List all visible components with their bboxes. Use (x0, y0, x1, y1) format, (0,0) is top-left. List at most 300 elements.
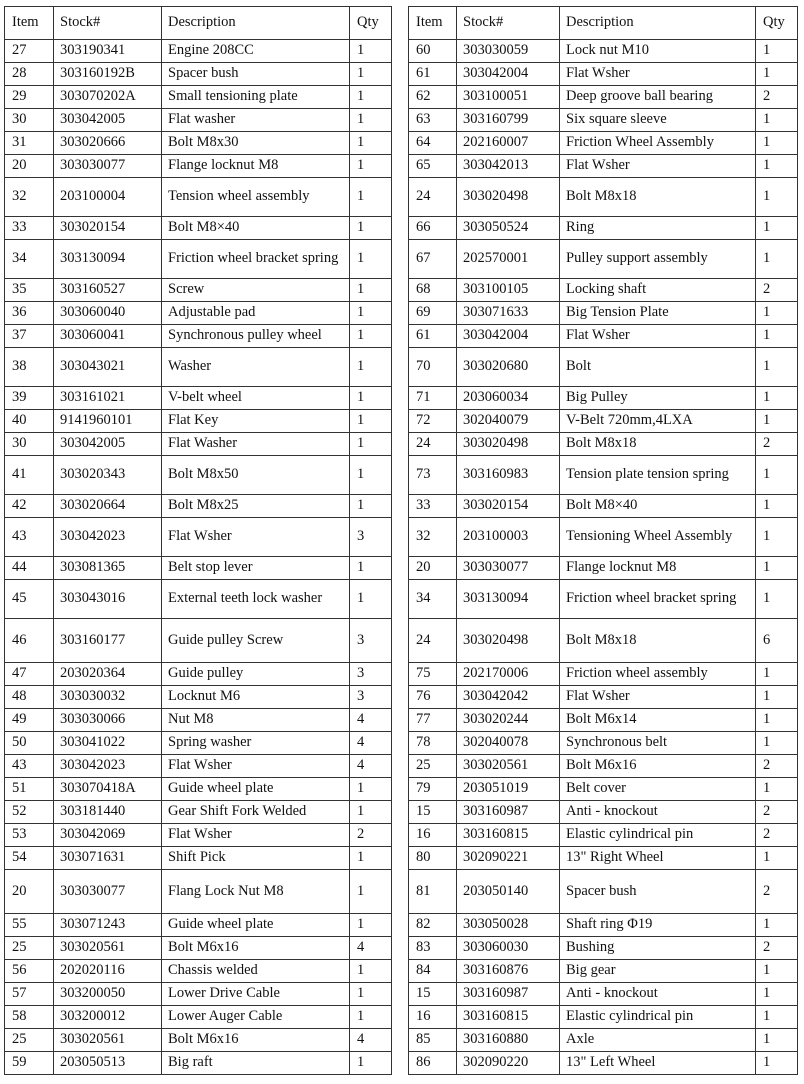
item-cell: 55 (5, 914, 54, 937)
table-row (5, 1029, 392, 1052)
qty-cell: 1 (350, 983, 392, 1006)
table-row (409, 686, 798, 709)
description-cell: Flat Wsher (560, 686, 756, 709)
item-cell: 45 (5, 580, 54, 619)
description-cell: Deep groove ball bearing (560, 86, 756, 109)
item-cell: 35 (5, 279, 54, 302)
item-cell: 71 (409, 387, 457, 410)
table-row (409, 387, 798, 410)
item-cell: 83 (409, 937, 457, 960)
description-cell: Tension plate tension spring (560, 456, 756, 495)
stock-cell: 303100051 (457, 86, 560, 109)
item-cell: 53 (5, 824, 54, 847)
header-item: Item (409, 7, 457, 40)
stock-cell: 303130094 (54, 240, 162, 279)
stock-cell: 302090220 (457, 1052, 560, 1075)
qty-cell: 1 (350, 240, 392, 279)
table-row (5, 279, 392, 302)
item-cell: 82 (409, 914, 457, 937)
qty-cell: 2 (756, 755, 798, 778)
table-row (5, 155, 392, 178)
table-row (409, 847, 798, 870)
description-cell: 13" Left Wheel (560, 1052, 756, 1075)
qty-cell: 1 (350, 348, 392, 387)
table-row (5, 240, 392, 279)
table-row (5, 86, 392, 109)
item-cell: 15 (409, 983, 457, 1006)
item-cell: 37 (5, 325, 54, 348)
stock-cell: 303030077 (54, 870, 162, 914)
qty-cell: 4 (350, 755, 392, 778)
stock-cell: 303071633 (457, 302, 560, 325)
stock-cell: 303042013 (457, 155, 560, 178)
item-cell: 66 (409, 217, 457, 240)
description-cell: Bolt M6x16 (560, 755, 756, 778)
description-cell: Big gear (560, 960, 756, 983)
qty-cell: 1 (756, 109, 798, 132)
item-cell: 20 (5, 155, 54, 178)
item-cell: 47 (5, 663, 54, 686)
item-cell: 56 (5, 960, 54, 983)
table-row (5, 325, 392, 348)
description-cell: Flange locknut M8 (560, 557, 756, 580)
table-row (5, 960, 392, 983)
table-row (409, 217, 798, 240)
table-row (5, 937, 392, 960)
description-cell: Flat Wsher (560, 325, 756, 348)
table-row (5, 580, 392, 619)
description-cell: 13" Right Wheel (560, 847, 756, 870)
table-row (409, 801, 798, 824)
qty-cell: 1 (350, 325, 392, 348)
table-row (409, 279, 798, 302)
item-cell: 80 (409, 847, 457, 870)
stock-cell: 303130094 (457, 580, 560, 619)
table-row (409, 63, 798, 86)
qty-cell: 1 (350, 1006, 392, 1029)
qty-cell: 3 (350, 518, 392, 557)
stock-cell: 202160007 (457, 132, 560, 155)
item-cell: 64 (409, 132, 457, 155)
header-description: Description (162, 7, 350, 40)
qty-cell: 1 (756, 495, 798, 518)
stock-cell: 303181440 (54, 801, 162, 824)
stock-cell: 303043021 (54, 348, 162, 387)
description-cell: Lower Auger Cable (162, 1006, 350, 1029)
table-row (409, 755, 798, 778)
qty-cell: 1 (756, 348, 798, 387)
stock-cell: 203100003 (457, 518, 560, 557)
qty-cell: 1 (350, 63, 392, 86)
stock-cell: 202570001 (457, 240, 560, 279)
qty-cell: 1 (350, 495, 392, 518)
stock-cell: 303160192B (54, 63, 162, 86)
item-cell: 25 (409, 755, 457, 778)
table-row (5, 518, 392, 557)
item-cell: 81 (409, 870, 457, 914)
qty-cell: 2 (756, 824, 798, 847)
item-cell: 85 (409, 1029, 457, 1052)
table-row (5, 63, 392, 86)
qty-cell: 1 (350, 40, 392, 63)
stock-cell: 303042042 (457, 686, 560, 709)
stock-cell: 303060041 (54, 325, 162, 348)
item-cell: 43 (5, 518, 54, 557)
qty-cell: 1 (350, 557, 392, 580)
stock-cell: 302040078 (457, 732, 560, 755)
table-row (409, 1029, 798, 1052)
description-cell: Locking shaft (560, 279, 756, 302)
qty-cell: 4 (350, 937, 392, 960)
item-cell: 57 (5, 983, 54, 1006)
stock-cell: 203050513 (54, 1052, 162, 1075)
item-cell: 52 (5, 801, 54, 824)
qty-cell: 2 (756, 937, 798, 960)
stock-cell: 303020666 (54, 132, 162, 155)
table-row (409, 456, 798, 495)
qty-cell: 1 (756, 217, 798, 240)
description-cell: Tension wheel assembly (162, 178, 350, 217)
description-cell: Engine 208CC (162, 40, 350, 63)
table-row (409, 109, 798, 132)
description-cell: Spring washer (162, 732, 350, 755)
qty-cell: 1 (756, 778, 798, 801)
qty-cell: 1 (350, 778, 392, 801)
qty-cell: 1 (350, 801, 392, 824)
stock-cell: 303030059 (457, 40, 560, 63)
table-row (409, 914, 798, 937)
description-cell: Anti - knockout (560, 801, 756, 824)
qty-cell: 1 (756, 686, 798, 709)
qty-cell: 1 (756, 410, 798, 433)
qty-cell: 1 (756, 914, 798, 937)
qty-cell: 1 (756, 456, 798, 495)
table-row (409, 302, 798, 325)
qty-cell: 3 (350, 619, 392, 663)
description-cell: Flat Washer (162, 433, 350, 456)
description-cell: Flat Key (162, 410, 350, 433)
stock-cell: 303020561 (54, 937, 162, 960)
table-row (409, 983, 798, 1006)
qty-cell: 1 (756, 557, 798, 580)
table-row (5, 619, 392, 663)
item-cell: 16 (409, 1006, 457, 1029)
qty-cell: 1 (350, 847, 392, 870)
qty-cell: 1 (756, 732, 798, 755)
table-row (5, 109, 392, 132)
stock-cell: 303030032 (54, 686, 162, 709)
description-cell: Friction wheel assembly (560, 663, 756, 686)
description-cell: Bolt M8×40 (560, 495, 756, 518)
description-cell: Big Pulley (560, 387, 756, 410)
table-row (5, 1006, 392, 1029)
stock-cell: 303081365 (54, 557, 162, 580)
table-row (409, 870, 798, 914)
table-row (5, 663, 392, 686)
description-cell: Friction wheel bracket spring (162, 240, 350, 279)
stock-cell: 303020343 (54, 456, 162, 495)
table-header-row (5, 7, 392, 40)
item-cell: 31 (5, 132, 54, 155)
table-row (409, 778, 798, 801)
table-row (409, 709, 798, 732)
description-cell: Shaft ring Φ19 (560, 914, 756, 937)
qty-cell: 1 (756, 847, 798, 870)
description-cell: Gear Shift Fork Welded (162, 801, 350, 824)
header-stock: Stock# (54, 7, 162, 40)
description-cell: Six square sleeve (560, 109, 756, 132)
item-cell: 61 (409, 325, 457, 348)
stock-cell: 203100004 (54, 178, 162, 217)
item-cell: 33 (5, 217, 54, 240)
description-cell: Flat washer (162, 109, 350, 132)
stock-cell: 303042005 (54, 433, 162, 456)
stock-cell: 303071631 (54, 847, 162, 870)
table-row (5, 433, 392, 456)
item-cell: 59 (5, 1052, 54, 1075)
stock-cell: 303160880 (457, 1029, 560, 1052)
stock-cell: 303160983 (457, 456, 560, 495)
stock-cell: 202170006 (457, 663, 560, 686)
qty-cell: 1 (350, 155, 392, 178)
stock-cell: 303042023 (54, 755, 162, 778)
qty-cell: 3 (350, 663, 392, 686)
qty-cell: 1 (756, 518, 798, 557)
table-row (5, 870, 392, 914)
description-cell: Locknut M6 (162, 686, 350, 709)
stock-cell: 303200012 (54, 1006, 162, 1029)
table-row (409, 518, 798, 557)
qty-cell: 1 (350, 86, 392, 109)
description-cell: Flat Wsher (162, 518, 350, 557)
table-row (409, 40, 798, 63)
table-header-row (409, 7, 798, 40)
item-cell: 50 (5, 732, 54, 755)
stock-cell: 303200050 (54, 983, 162, 1006)
item-cell: 78 (409, 732, 457, 755)
qty-cell: 1 (350, 279, 392, 302)
stock-cell: 303071243 (54, 914, 162, 937)
item-cell: 63 (409, 109, 457, 132)
table-row (5, 348, 392, 387)
stock-cell: 303160527 (54, 279, 162, 302)
description-cell: Lower Drive Cable (162, 983, 350, 1006)
table-row (409, 410, 798, 433)
table-row (409, 619, 798, 663)
table-row (409, 240, 798, 279)
qty-cell: 1 (350, 302, 392, 325)
description-cell: Bolt M8x25 (162, 495, 350, 518)
item-cell: 51 (5, 778, 54, 801)
table-row (409, 960, 798, 983)
description-cell: Bolt M6x14 (560, 709, 756, 732)
table-row (409, 433, 798, 456)
qty-cell: 1 (756, 387, 798, 410)
description-cell: Guide wheel plate (162, 914, 350, 937)
item-cell: 32 (5, 178, 54, 217)
description-cell: External teeth lock washer (162, 580, 350, 619)
stock-cell: 203050140 (457, 870, 560, 914)
item-cell: 24 (409, 619, 457, 663)
qty-cell: 1 (350, 132, 392, 155)
item-cell: 84 (409, 960, 457, 983)
table-row (5, 178, 392, 217)
qty-cell: 1 (350, 217, 392, 240)
table-row (409, 1052, 798, 1075)
stock-cell: 303070418A (54, 778, 162, 801)
item-cell: 30 (5, 433, 54, 456)
stock-cell: 303030066 (54, 709, 162, 732)
description-cell: Bolt M8x18 (560, 178, 756, 217)
qty-cell: 1 (756, 1052, 798, 1075)
table-row (5, 755, 392, 778)
stock-cell: 303160987 (457, 801, 560, 824)
item-cell: 38 (5, 348, 54, 387)
description-cell: Flat Wsher (162, 824, 350, 847)
table-row (5, 557, 392, 580)
stock-cell: 303190341 (54, 40, 162, 63)
stock-cell: 203060034 (457, 387, 560, 410)
description-cell: V-Belt 720mm,4LXA (560, 410, 756, 433)
table-row (409, 663, 798, 686)
item-cell: 34 (409, 580, 457, 619)
qty-cell: 1 (756, 240, 798, 279)
description-cell: Friction wheel bracket spring (560, 580, 756, 619)
description-cell: Guide pulley (162, 663, 350, 686)
item-cell: 77 (409, 709, 457, 732)
item-cell: 42 (5, 495, 54, 518)
table-row (409, 580, 798, 619)
item-cell: 15 (409, 801, 457, 824)
qty-cell: 1 (756, 63, 798, 86)
header-stock: Stock# (457, 7, 560, 40)
header-item: Item (5, 7, 54, 40)
item-cell: 54 (5, 847, 54, 870)
stock-cell: 303042069 (54, 824, 162, 847)
description-cell: Flang Lock Nut M8 (162, 870, 350, 914)
item-cell: 60 (409, 40, 457, 63)
item-cell: 44 (5, 557, 54, 580)
item-cell: 39 (5, 387, 54, 410)
qty-cell: 1 (350, 456, 392, 495)
stock-cell: 303043016 (54, 580, 162, 619)
item-cell: 43 (5, 755, 54, 778)
header-qty: Qty (756, 7, 798, 40)
stock-cell: 303030077 (54, 155, 162, 178)
table-row (5, 686, 392, 709)
table-row (5, 847, 392, 870)
parts-table-left-body (5, 7, 392, 1075)
description-cell: Tensioning Wheel Assembly (560, 518, 756, 557)
table-row (409, 325, 798, 348)
description-cell: Friction Wheel Assembly (560, 132, 756, 155)
description-cell: Bolt M8x30 (162, 132, 350, 155)
stock-cell: 303050028 (457, 914, 560, 937)
qty-cell: 1 (756, 960, 798, 983)
stock-cell: 303160177 (54, 619, 162, 663)
qty-cell: 1 (756, 132, 798, 155)
item-cell: 76 (409, 686, 457, 709)
qty-cell: 1 (350, 433, 392, 456)
table-row (5, 456, 392, 495)
stock-cell: 303020680 (457, 348, 560, 387)
item-cell: 86 (409, 1052, 457, 1075)
table-row (409, 824, 798, 847)
description-cell: Bolt M6x16 (162, 937, 350, 960)
stock-cell: 203051019 (457, 778, 560, 801)
qty-cell: 4 (350, 732, 392, 755)
qty-cell: 4 (350, 709, 392, 732)
table-row (409, 86, 798, 109)
qty-cell: 2 (350, 824, 392, 847)
item-cell: 32 (409, 518, 457, 557)
stock-cell: 303030077 (457, 557, 560, 580)
qty-cell: 1 (756, 709, 798, 732)
item-cell: 33 (409, 495, 457, 518)
stock-cell: 303060030 (457, 937, 560, 960)
stock-cell: 303160987 (457, 983, 560, 1006)
description-cell: Bolt (560, 348, 756, 387)
item-cell: 16 (409, 824, 457, 847)
description-cell: Synchronous pulley wheel (162, 325, 350, 348)
description-cell: Flange locknut M8 (162, 155, 350, 178)
item-cell: 48 (5, 686, 54, 709)
qty-cell: 2 (756, 433, 798, 456)
table-row (409, 132, 798, 155)
table-row (5, 410, 392, 433)
parts-table-right-body (409, 7, 798, 1075)
table-row (409, 155, 798, 178)
qty-cell: 3 (350, 686, 392, 709)
item-cell: 30 (5, 109, 54, 132)
qty-cell: 1 (756, 178, 798, 217)
item-cell: 46 (5, 619, 54, 663)
description-cell: Belt stop lever (162, 557, 350, 580)
stock-cell: 303100105 (457, 279, 560, 302)
description-cell: Ring (560, 217, 756, 240)
stock-cell: 303020498 (457, 178, 560, 217)
qty-cell: 2 (756, 801, 798, 824)
table-row (409, 178, 798, 217)
item-cell: 69 (409, 302, 457, 325)
item-cell: 49 (5, 709, 54, 732)
qty-cell: 1 (756, 40, 798, 63)
qty-cell: 1 (350, 914, 392, 937)
description-cell: Lock nut M10 (560, 40, 756, 63)
qty-cell: 1 (756, 983, 798, 1006)
description-cell: Pulley support assembly (560, 240, 756, 279)
qty-cell: 1 (756, 580, 798, 619)
table-row (5, 1052, 392, 1075)
stock-cell: 9141960101 (54, 410, 162, 433)
item-cell: 25 (5, 1029, 54, 1052)
qty-cell: 2 (756, 870, 798, 914)
description-cell: Axle (560, 1029, 756, 1052)
table-row (5, 387, 392, 410)
parts-table-right (408, 6, 798, 1075)
stock-cell: 303160876 (457, 960, 560, 983)
qty-cell: 4 (350, 1029, 392, 1052)
qty-cell: 1 (350, 1052, 392, 1075)
description-cell: Guide wheel plate (162, 778, 350, 801)
stock-cell: 303161021 (54, 387, 162, 410)
item-cell: 68 (409, 279, 457, 302)
description-cell: Adjustable pad (162, 302, 350, 325)
item-cell: 25 (5, 937, 54, 960)
stock-cell: 303042005 (54, 109, 162, 132)
qty-cell: 2 (756, 86, 798, 109)
stock-cell: 303020244 (457, 709, 560, 732)
